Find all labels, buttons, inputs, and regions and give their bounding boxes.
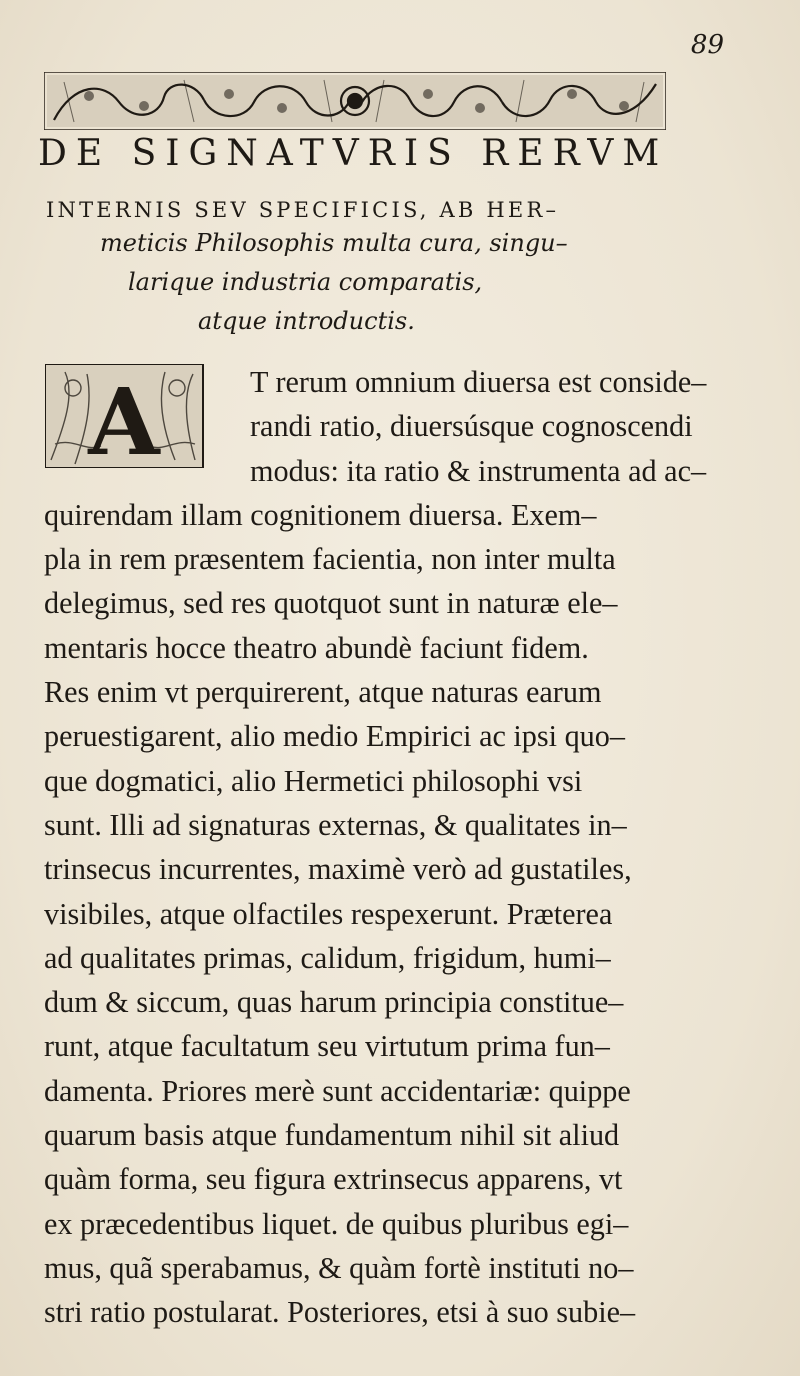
page-number: 89 — [690, 30, 724, 60]
text-line: runt, atque facultatum seu virtutum prima fun– — [44, 1029, 610, 1064]
text-line: sunt. Illi ad signaturas externas, & qualitates in– — [44, 807, 627, 842]
body-text — [44, 360, 762, 1335]
text-line: mus, quã sperabamus, & quàm fortè instituti no– — [44, 1250, 634, 1285]
text-line: randi ratio, diuersúsque cognoscendi — [250, 409, 693, 444]
text-line: ad qualitates primas, calidum, frigidum, humi– — [44, 940, 611, 975]
text-line: T rerum omnium diuersa est conside– — [250, 365, 707, 399]
text-line: stri ratio postularat. Posteriores, etsi à suo subie– — [44, 1295, 636, 1330]
text-line: pla in rem præsentem facientia, non inter multa — [44, 542, 616, 577]
text-line: mentaris hocce theatro abundè faciunt fidem. — [44, 630, 589, 665]
chapter-title: DE SIGNATVRIS RERVM — [38, 133, 669, 174]
text-line: quàm forma, seu figura extrinsecus apparens, vt — [44, 1162, 623, 1197]
chapter-subtitle-italic-1: meticis Philosophis multa cura, singu– — [100, 229, 568, 257]
text-line: Res enim vt perquirerent, atque naturas earum — [44, 675, 602, 710]
chapter-subtitle: INTERNIS SEV SPECIFICIS, AB HER– — [46, 198, 560, 222]
initial-letter: A — [88, 368, 160, 468]
text-line: delegimus, sed res quotquot sunt in naturæ ele– — [44, 586, 618, 621]
chapter-subtitle-italic-3: atque introductis. — [198, 307, 415, 335]
ornamental-headpiece — [44, 72, 666, 130]
text-line: modus: ita ratio & instrumenta ad ac– — [250, 453, 707, 488]
chapter-subtitle-italic-2: larique industria comparatis, — [128, 268, 483, 296]
text-line: dum & siccum, quas harum principia constitue– — [44, 985, 624, 1020]
text-line: peruestigarent, alio medio Empirici ac ipsi quo– — [44, 719, 625, 754]
text-line: quirendam illam cognitionem diuersa. Exem– — [44, 497, 597, 532]
text-line: trinsecus incurrentes, maximè verò ad gustatiles, — [44, 852, 632, 887]
text-line: quarum basis atque fundamentum nihil sit aliud — [44, 1118, 620, 1153]
text-line: ex præcedentibus liquet. de quibus pluribus egi– — [44, 1206, 629, 1241]
text-line: damenta. Priores merè sunt accidentariæ: quippe — [44, 1073, 631, 1108]
text-line: que dogmatici, alio Hermetici philosophi vsi — [44, 763, 583, 798]
text-line: visibiles, atque olfactiles respexerunt. Præterea — [44, 896, 613, 931]
